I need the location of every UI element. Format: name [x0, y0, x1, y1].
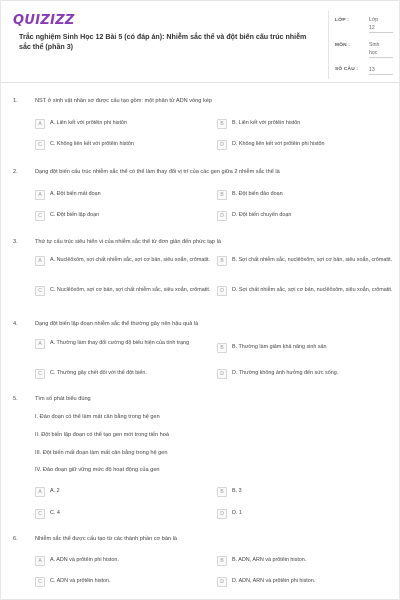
quizizz-logo: QUIZIZZ	[13, 13, 75, 28]
option-text: C. Nuclêôxôm, sợi cơ bản, sợi chất nhiễm sắc, siêu xoắn, crômatit.	[50, 287, 211, 294]
mon-value	[369, 41, 393, 58]
option-text: D. Sợi chất nhiễm sắc, sợi cơ bản, nuclêôxôm, siêu xoắn, crômatit.	[232, 287, 393, 294]
lop-label: LỚP :	[335, 18, 350, 23]
lop-value-line-2: 12	[369, 24, 393, 33]
option-text: A. 2	[50, 488, 60, 495]
option-b[interactable]	[217, 487, 242, 497]
option-letter-badge: D	[217, 369, 227, 379]
option-text: B. ADN, ARN và prôtêin histon.	[232, 557, 307, 564]
option-letter-badge: D	[217, 577, 227, 587]
question-number: 1.	[13, 98, 18, 104]
option-d[interactable]	[217, 140, 325, 150]
statement-4: IV. Đảo đoạn giữ vững mức độ hoạt động của gen	[35, 467, 160, 473]
page-title: Trắc nghiệm Sinh Học 12 Bài 5 (có đáp án): Nhiễm sắc thể và đột biến cấu trúc nhiễm sắc thể (phần 3)	[19, 33, 307, 52]
option-letter-badge: D	[217, 211, 227, 221]
socau-number: 13	[369, 66, 393, 75]
option-letter-badge: C	[35, 577, 45, 587]
mon-value-line-1: Sinh	[369, 42, 380, 48]
option-text: D. Đột biến chuyển đoạn	[232, 212, 292, 219]
option-text: B. Thường làm giảm khả năng sinh sản	[232, 344, 327, 351]
option-d[interactable]	[217, 509, 242, 519]
option-letter-badge: A	[35, 556, 45, 566]
option-letter-badge: A	[35, 119, 45, 129]
statement-1: I. Đảo đoạn có thể làm mất cân bằng trong hệ gen	[35, 414, 160, 420]
option-letter-badge: A	[35, 190, 45, 200]
option-a[interactable]	[35, 339, 203, 349]
question-text: Nhiễm sắc thể được cấu tạo từ các thành phần cơ bản là	[35, 536, 178, 542]
option-b[interactable]	[217, 256, 393, 266]
option-text: A. Đột biến mất đoạn	[50, 191, 101, 198]
question-text: Dạng đột biến lặp đoạn nhiễm sắc thể thường gây nên hậu quả là	[35, 321, 199, 327]
option-b[interactable]	[217, 556, 306, 566]
option-d[interactable]	[217, 211, 291, 221]
option-letter-badge: D	[217, 140, 227, 150]
option-letter-badge: B	[217, 190, 227, 200]
question-number: 6.	[13, 536, 18, 542]
option-letter-badge: D	[217, 509, 227, 519]
statement-2: II. Đột biến lặp đoạn có thể tạo gen mới trong tiến hoá	[35, 432, 169, 438]
option-b[interactable]	[217, 343, 327, 353]
option-a[interactable]	[35, 256, 215, 266]
question-number: 2.	[13, 169, 18, 175]
option-text: A. Liên kết với prôtêin phi histôn	[50, 120, 127, 127]
option-text: B. Liên kết với prôtêin histôn	[232, 120, 301, 127]
option-letter-badge: C	[35, 369, 45, 379]
question-number: 5.	[13, 396, 18, 402]
option-letter-badge: A	[35, 339, 45, 349]
option-a[interactable]	[35, 190, 101, 200]
option-c[interactable]	[35, 509, 60, 519]
option-text: D. Không liên kết với prôtêin phi histôn	[232, 141, 325, 148]
option-text: A. Nuclêôxôm, sợi chất nhiễm sắc, sợi cơ bản, siêu xoắn, crômatit.	[50, 257, 211, 264]
option-letter-badge: B	[217, 556, 227, 566]
question-text: Tìm số phát biểu đúng	[35, 396, 91, 402]
option-a[interactable]	[35, 487, 60, 497]
option-a[interactable]	[35, 119, 127, 129]
socau-label: SỐ CÂU :	[335, 67, 359, 72]
question-text: NST ở sinh vật nhân sơ được cấu tạo gồm: một phân tử ADN vòng kép	[35, 98, 212, 104]
option-text: C. ADN và prôtêin histon.	[50, 578, 111, 585]
option-text: C. Không liên kết với prôtêin histôn	[50, 141, 134, 148]
option-text: D. ADN, ARN và prôtêin phi histon.	[232, 578, 316, 585]
worksheet-header	[1, 1, 400, 83]
option-text: B. Đột biến đảo đoạn	[232, 191, 283, 198]
option-c[interactable]	[35, 577, 111, 587]
option-text: A. Thường làm thay đổi cường độ biểu hiện của tính trạng	[50, 340, 190, 347]
option-letter-badge: C	[35, 509, 45, 519]
option-letter-badge: C	[35, 211, 45, 221]
option-text: B. 3	[232, 488, 242, 495]
meta-panel	[328, 11, 393, 79]
mon-value-line-2: học	[369, 49, 393, 58]
mon-label: MÔN :	[335, 43, 351, 48]
option-text: B. Sợi chất nhiễm sắc, nuclêôxôm, sợi cơ bản, siêu xoắn, crômatit.	[232, 257, 393, 264]
option-letter-badge: C	[35, 140, 45, 150]
option-letter-badge: B	[217, 256, 227, 266]
option-text: C. Đột biến lặp đoạn	[50, 212, 100, 219]
lop-value	[369, 16, 393, 33]
option-c[interactable]	[35, 211, 99, 221]
option-letter-badge: B	[217, 119, 227, 129]
option-letter-badge: A	[35, 487, 45, 497]
option-c[interactable]	[35, 140, 134, 150]
option-text: D. 1	[232, 510, 242, 517]
option-text: A. ADN và prôtêin phi histon.	[50, 557, 119, 564]
option-letter-badge: C	[35, 286, 45, 296]
option-text: D. Thường không ảnh hưởng đến sức sống.	[232, 370, 339, 377]
option-d[interactable]	[217, 286, 393, 296]
option-letter-badge: A	[35, 256, 45, 266]
option-d[interactable]	[217, 577, 315, 587]
question-text: Dạng đột biến cấu trúc nhiễm sắc thể có thể làm thay đổi vị trí của các gen giữa 2 nhiễm sắc thể là	[35, 169, 280, 175]
option-d[interactable]	[217, 369, 338, 379]
option-c[interactable]	[35, 286, 215, 296]
option-c[interactable]	[35, 369, 147, 379]
question-number: 4.	[13, 321, 18, 327]
option-b[interactable]	[217, 190, 283, 200]
socau-value	[369, 66, 393, 75]
question-number: 3.	[13, 239, 18, 245]
statement-3: III. Đột biến mất đoạn làm mất cân bằng trong hệ gen	[35, 450, 168, 456]
option-letter-badge: D	[217, 286, 227, 296]
question-text: Thứ tự cấu trúc siêu hiển vi của nhiễm sắc thể từ đơn giản đến phức tạp là	[35, 239, 221, 245]
option-text: C. Thường gây chết đối với thể đột biến.	[50, 370, 147, 377]
option-text: C. 4	[50, 510, 60, 517]
option-letter-badge: B	[217, 343, 227, 353]
option-b[interactable]	[217, 119, 300, 129]
lop-value-line-1: Lớp	[369, 17, 379, 23]
option-letter-badge: B	[217, 487, 227, 497]
option-a[interactable]	[35, 556, 119, 566]
